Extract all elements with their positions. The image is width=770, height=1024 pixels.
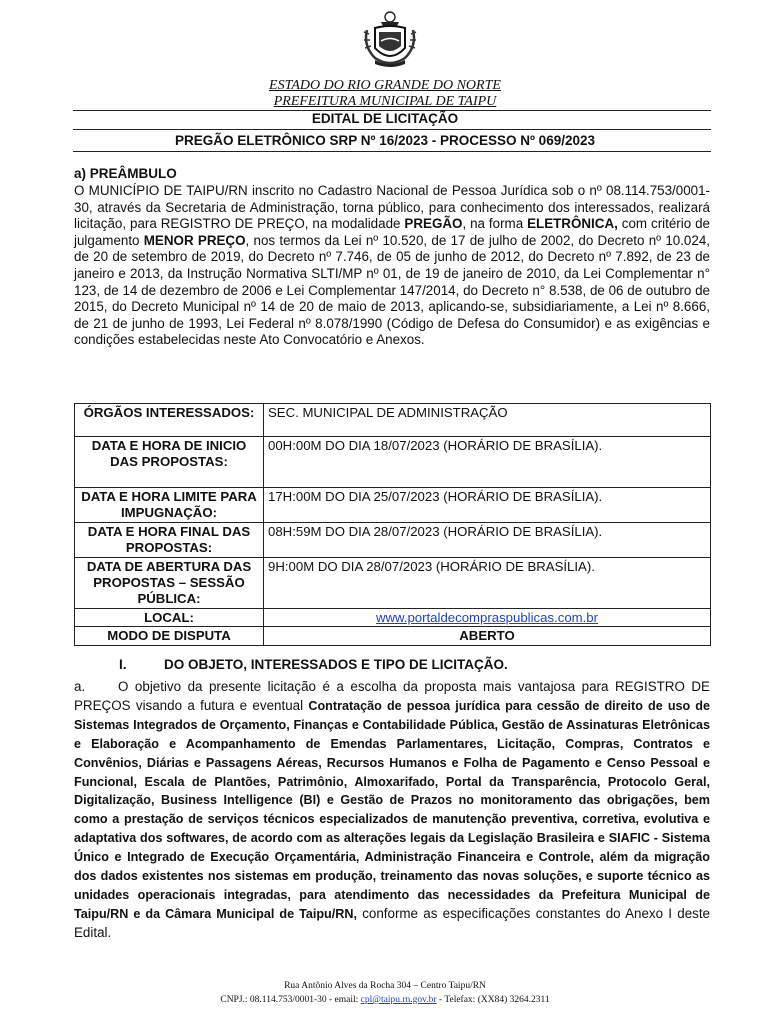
- row-label: LOCAL:: [75, 608, 264, 626]
- footer-contact: [0, 995, 770, 1005]
- footer-cnpj: CNPJ.: 08.114.753/0001-30 - email:: [220, 995, 361, 1005]
- header-divider: [73, 129, 711, 130]
- row-value: SEC. MUNICIPAL DE ADMINISTRAÇÃO: [264, 404, 711, 437]
- preamble-heading: a) PREÂMBULO: [74, 166, 177, 181]
- table-row: [75, 404, 711, 437]
- table-row: [75, 522, 711, 557]
- object-bold-text: Contratação de pessoa jurídica para cessão de direito de uso de Sistemas Integrados de Orçamento, Finanças e Contabilidade Pública, Gestão de Assinaturas Eletrônicas e Elaboração e Acompanhamento de Emendas Parlamentares, Licitação, Compras, Contratos e Convênios, Diárias e Passagens Aéreas, Recursos Humanos e Folha de Pagamento e Censo Pessoal e Funcional, Escala de Plantões, Patrimônio, Almoxarifado, Portal da Transparência, Protocolo Geral, Digitalização, Business Intelligence (BI) e Gestão de Prazos no monitoramento das obrigações, bem como a prestação de serviços técnicos especializados de manutenção preventiva, corretiva, evolutiva e adaptativa dos softwares, de acordo com as alterações legais da Legislação Brasileira e SIAFIC - Sistema Único e Integrado de Execução Orçamentária, Administração Financeira e Controle, além da migração dos dados existentes nos sistemas em produção, treinamento das novas soluções, e suporte técnico as unidades operacionais integradas, para atendimento das necessidades da Prefeitura Municipal de Taipu/RN e da Câmara Municipal de Taipu/RN,: [74, 698, 711, 921]
- row-label: DATA E HORA LIMITE PARA IMPUGNAÇÃO:: [75, 488, 264, 523]
- footer-phone: - Telefax: (XX84) 3264.2311: [436, 995, 550, 1005]
- municipal-coat-of-arms-icon: [361, 8, 419, 70]
- object-text: conforme as especificações constantes do Anexo I deste Edital.: [74, 905, 711, 940]
- preamble-bold-term: PREGÃO: [404, 216, 463, 232]
- portal-link[interactable]: www.portaldecompraspublicas.com.br: [264, 608, 711, 626]
- footer-address: Rua Antônio Alves da Rocha 304 – Centro Taipu/RN: [284, 981, 486, 991]
- row-value: 9H:00M DO DIA 28/07/2023 (HORÁRIO DE BRASÍLIA).: [264, 557, 711, 608]
- preamble-text: O MUNICÍPIO DE TAIPU/RN inscrito no Cadastro Nacional de Pessoa Jurídica sob o nº 08.114.753/0001-30, através da Secretaria de Administração, torna público, para conhecimento dos interessados, realizará licitação, para REGISTRO DE PREÇO, na modalidade: [74, 183, 710, 232]
- section-number: I.: [119, 657, 127, 672]
- row-label: DATA E HORA DE INICIO DAS PROPOSTAS:: [75, 437, 264, 488]
- row-label: DATA DE ABERTURA DAS PROPOSTAS – SESSÃO PÚBLICA:: [75, 557, 264, 608]
- section-heading: [119, 657, 508, 672]
- table-row: [75, 608, 711, 626]
- pregao-title: PREGÃO ELETRÔNICO SRP Nº 16/2023 - PROCESSO Nº 069/2023: [174, 133, 595, 148]
- footer-email-link[interactable]: cpl@taipu.rn.gov.br: [360, 995, 437, 1005]
- header-divider: [73, 151, 711, 152]
- preamble-bold-term: ELETRÔNICA,: [527, 216, 618, 232]
- row-label: DATA E HORA FINAL DAS PROPOSTAS:: [75, 522, 264, 557]
- object-paragraph: [74, 678, 710, 943]
- row-value: 00H:00M DO DIA 18/07/2023 (HORÁRIO DE BRASÍLIA).: [264, 437, 711, 488]
- table-row: [75, 488, 711, 523]
- schedule-table: [74, 403, 711, 646]
- item-label: a.: [74, 679, 86, 694]
- preamble-text: com critério de julgamento: [74, 216, 710, 248]
- table-row: [75, 557, 711, 608]
- edital-title: EDITAL DE LICITAÇÃO: [311, 111, 459, 126]
- state-name: ESTADO DO RIO GRANDE DO NORTE: [269, 78, 501, 93]
- row-value: 08H:59M DO DIA 28/07/2023 (HORÁRIO DE BRASÍLIA).: [264, 522, 711, 557]
- preamble-text: , nos termos da Lei nº 10.520, de 17 de julho de 2002, do Decreto nº 10.024, de 20 de setembro de 2019, do Decreto nº 7.746, de 05 de junho de 2012, do Decreto nº 7.892, de 23 de janeiro e 2013, da Instrução Normativa SLTI/MP nº 01, de 19 de janeiro de 2010, da Lei Complementar n° 123, de 14 de dezembro de 2006 e Lei Complementar 147/2014, do Decreto n° 8.538, de 06 de outubro de 2015, do Decreto Municipal nº 14 de 20 de maio de 2013, aplicando-se, subsidiariamente, a Lei nº 8.666, de 21 de junho de 1993, Lei Federal nº 8.078/1990 (Código de Defesa do Consumidor) e as exigências e condições estabelecidas neste Ato Convocatório e Anexos.: [74, 232, 710, 348]
- table-row: [75, 437, 711, 488]
- object-text: O objetivo da presente licitação é a escolha da proposta mais vantajosa para REGISTRO DE PREÇOS visando a futura e eventual: [74, 679, 710, 713]
- row-label: MODO DE DISPUTA: [75, 627, 264, 645]
- row-value: ABERTO: [264, 627, 711, 645]
- row-label: ÓRGÃOS INTERESSADOS:: [75, 404, 264, 437]
- section-title: DO OBJETO, INTERESSADOS E TIPO DE LICITAÇÃO.: [164, 657, 508, 672]
- table-row: [75, 627, 711, 645]
- preamble-paragraph: [74, 183, 710, 349]
- preamble-bold-term: MENOR PREÇO: [143, 232, 246, 248]
- row-value: 17H:00M DO DIA 25/07/2023 (HORÁRIO DE BRASÍLIA).: [264, 488, 711, 523]
- preamble-text: , na forma: [462, 216, 528, 232]
- prefecture-name: PREFEITURA MUNICIPAL DE TAIPU: [273, 94, 497, 109]
